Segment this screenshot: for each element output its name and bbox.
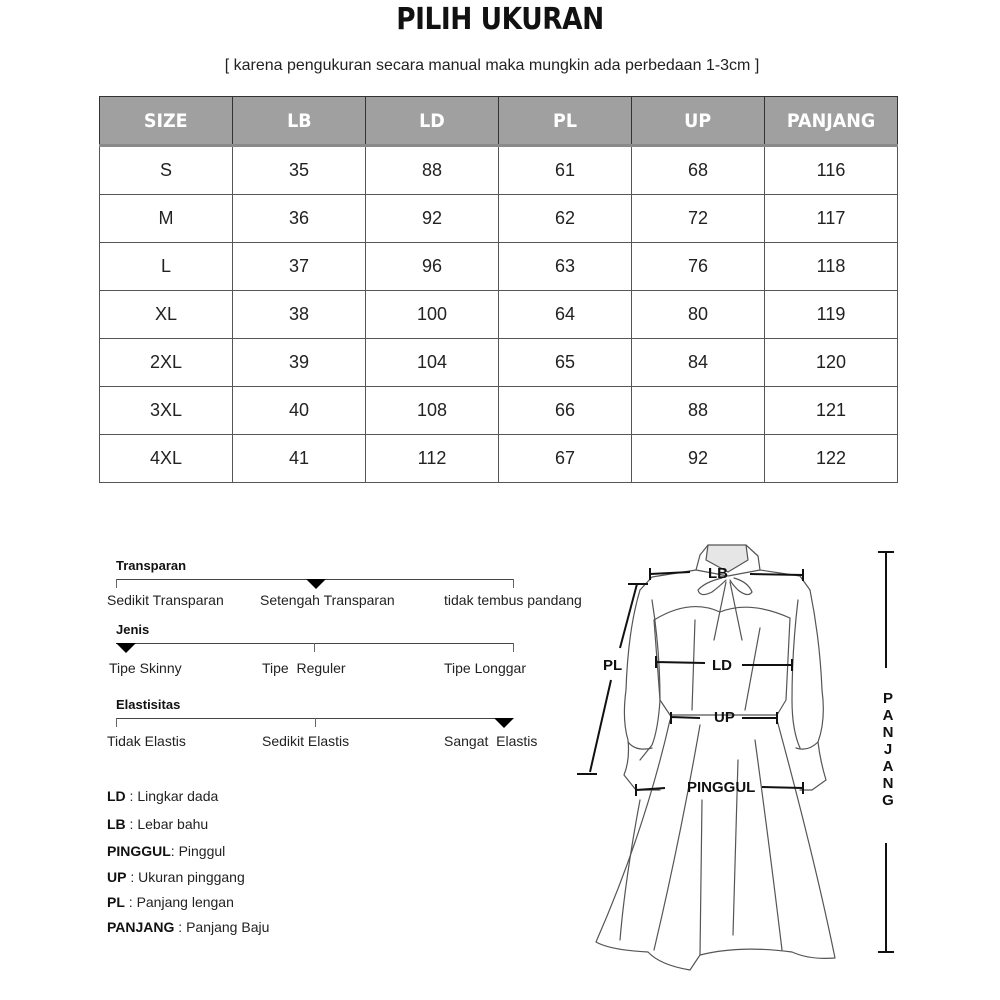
cell-size: 2XL: [100, 339, 233, 387]
table-row: [100, 291, 898, 339]
cell-panjang: 120: [765, 339, 898, 387]
cell-ld: 104: [366, 339, 499, 387]
cell-lb: 39: [233, 339, 366, 387]
scale-option: Setengah Transparan: [260, 592, 395, 608]
cell-up: 84: [632, 339, 765, 387]
legend-item: LD : Lingkar dada: [107, 788, 219, 804]
header-panjang: PANJANG: [765, 97, 898, 146]
cell-pl: 67: [499, 435, 632, 483]
selected-marker-icon: [306, 579, 326, 589]
cell-up: 80: [632, 291, 765, 339]
cell-pl: 62: [499, 195, 632, 243]
cell-panjang: 121: [765, 387, 898, 435]
scale-tick: [314, 643, 315, 652]
cell-ld: 88: [366, 146, 499, 195]
scale-title: Jenis: [116, 622, 150, 637]
scale-title: Elastisitas: [116, 697, 181, 712]
cell-pl: 65: [499, 339, 632, 387]
page-title: PILIH UKURAN: [396, 2, 604, 37]
label-ld: LD: [712, 657, 732, 674]
scale-tick: [116, 718, 117, 727]
cell-size: L: [100, 243, 233, 291]
scale-option: Sedikit Transparan: [107, 592, 224, 608]
cell-lb: 41: [233, 435, 366, 483]
cell-panjang: 119: [765, 291, 898, 339]
cell-pl: 66: [499, 387, 632, 435]
scale-title: Transparan: [116, 558, 187, 573]
legend-item: PANJANG : Panjang Baju: [107, 919, 270, 935]
scale-option: Sangat Elastis: [444, 733, 538, 749]
cell-panjang: 116: [765, 146, 898, 195]
header-lb: LB: [233, 97, 366, 146]
table-row: [100, 435, 898, 483]
table-row: [100, 387, 898, 435]
label-lb: LB: [708, 565, 728, 582]
cell-up: 72: [632, 195, 765, 243]
cell-pl: 64: [499, 291, 632, 339]
cell-pl: 61: [499, 146, 632, 195]
table-row: [100, 243, 898, 291]
cell-panjang: 122: [765, 435, 898, 483]
selected-marker-icon: [494, 718, 514, 728]
table-header-row: [100, 97, 898, 146]
label-up: UP: [714, 709, 735, 726]
cell-up: 68: [632, 146, 765, 195]
scale-option: tidak tembus pandang: [444, 592, 582, 608]
header-up: UP: [632, 97, 765, 146]
legend-item: LB : Lebar bahu: [107, 816, 209, 832]
cell-panjang: 117: [765, 195, 898, 243]
scale-option: Tipe Longgar: [444, 660, 526, 676]
cell-size: M: [100, 195, 233, 243]
legend-item: PL : Panjang lengan: [107, 894, 234, 910]
cell-size: 3XL: [100, 387, 233, 435]
label-pl: PL: [603, 657, 623, 674]
cell-ld: 96: [366, 243, 499, 291]
scale-tick: [116, 579, 117, 588]
scale-option: Tipe Skinny: [109, 660, 182, 676]
label-panjang-vertical: P A N J A N G: [882, 690, 894, 809]
scale-tick: [513, 579, 514, 588]
cell-up: 92: [632, 435, 765, 483]
table-row: [100, 339, 898, 387]
cell-lb: 36: [233, 195, 366, 243]
dress-illustration: [570, 530, 930, 980]
scale-option: Sedikit Elastis: [262, 733, 350, 749]
cell-lb: 40: [233, 387, 366, 435]
cell-lb: 38: [233, 291, 366, 339]
legend-item: PINGGUL: Pinggul: [107, 843, 226, 859]
scale-tick: [315, 718, 316, 727]
legend-item: UP : Ukuran pinggang: [107, 869, 245, 885]
cell-size: XL: [100, 291, 233, 339]
cell-lb: 35: [233, 146, 366, 195]
cell-ld: 108: [366, 387, 499, 435]
scale-tick: [513, 643, 514, 652]
cell-ld: 100: [366, 291, 499, 339]
header-ld: LD: [366, 97, 499, 146]
cell-up: 76: [632, 243, 765, 291]
label-pinggul: PINGGUL: [687, 779, 756, 796]
abbreviation-legend: [107, 787, 269, 944]
cell-panjang: 118: [765, 243, 898, 291]
size-table: [99, 96, 898, 483]
selected-marker-icon: [116, 643, 136, 653]
cell-ld: 112: [366, 435, 499, 483]
cell-up: 88: [632, 387, 765, 435]
cell-lb: 37: [233, 243, 366, 291]
cell-pl: 63: [499, 243, 632, 291]
scale-option: Tipe Reguler: [262, 660, 346, 676]
table-row: [100, 146, 898, 195]
scale-option: Tidak Elastis: [107, 733, 186, 749]
header-size: SIZE: [100, 97, 233, 146]
scale-transparan: [106, 556, 606, 616]
cell-ld: 92: [366, 195, 499, 243]
header-pl: PL: [499, 97, 632, 146]
scale-elastisitas: [106, 695, 606, 755]
table-row: [100, 195, 898, 243]
measurement-note: [ karena pengukuran secara manual maka mungkin ada perbedaan 1-3cm ]: [224, 57, 760, 74]
scale-jenis: [106, 620, 606, 680]
cell-size: S: [100, 146, 233, 195]
cell-size: 4XL: [100, 435, 233, 483]
